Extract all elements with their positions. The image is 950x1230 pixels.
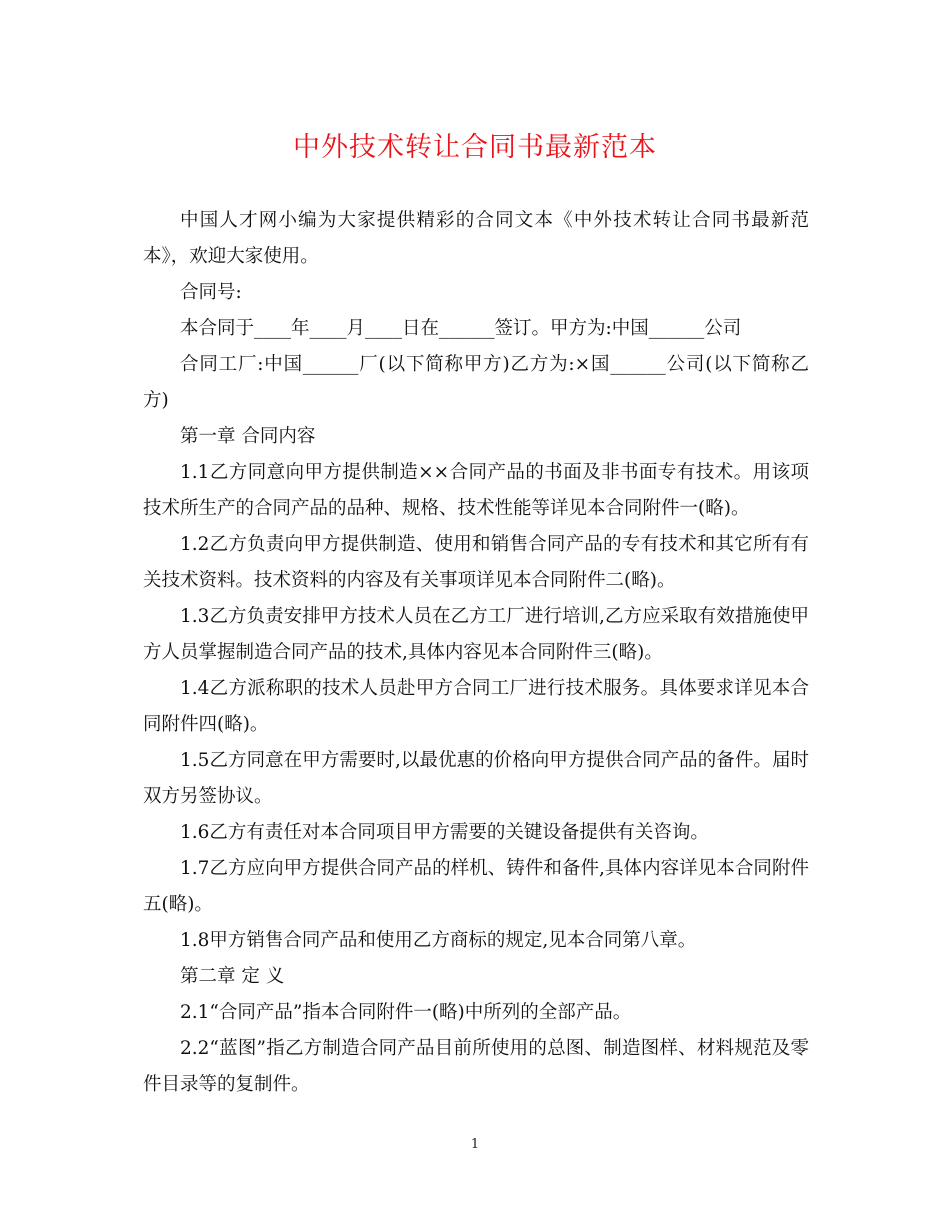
clause-1-5: 1.5乙方同意在甲方需要时,以最优惠的价格向甲方提供合同产品的备件。届时双方另签协议。 [143, 750, 809, 807]
clause-1-3: 1.3乙方负责安排甲方技术人员在乙方工厂进行培训,乙方应采取有效措施使甲方人员掌握制造合同产品的技术,具体内容见本合同附件三(略)。 [143, 606, 809, 663]
clause-2-1: 2.1“合同产品”指本合同附件一(略)中所列的全部产品。 [180, 1002, 632, 1023]
document-title: 中外技术转让合同书最新范本 [293, 132, 657, 163]
clause-1-4: 1.4乙方派称职的技术人员赴甲方合同工厂进行技术服务。具体要求详见本合同附件四(略)。 [143, 678, 809, 735]
clause-2-2: 2.2“蓝图”指乙方制造合同产品目前所使用的总图、制造图样、材料规范及零件目录等的复制件。 [143, 1038, 809, 1095]
clause-1-6: 1.6乙方有责任对本合同项目甲方需要的关键设备提供有关咨询。 [180, 822, 709, 843]
clause-1-1: 1.1乙方同意向甲方提供制造××合同产品的书面及非书面专有技术。用该项技术所生产的合同产品的品种、规格、技术性能等详见本合同附件一(略)。 [143, 462, 809, 519]
chapter-one-heading: 第一章 合同内容 [180, 426, 316, 447]
clause-1-2: 1.2乙方负责向甲方提供制造、使用和销售合同产品的专有技术和其它所有有关技术资料。技术资料的内容及有关事项详见本合同附件二(略)。 [143, 534, 809, 591]
parties-line: 合同工厂:中国______厂(以下简称甲方)乙方为:×国______公司(以下简称乙方) [143, 354, 809, 411]
page-number: 1 [470, 1137, 480, 1152]
clause-1-8: 1.8甲方销售合同产品和使用乙方商标的规定,见本合同第八章。 [180, 930, 697, 951]
clause-1-7: 1.7乙方应向甲方提供合同产品的样机、铸件和备件,具体内容详见本合同附件五(略)。 [143, 858, 809, 915]
document-body [143, 203, 809, 1103]
contract-number-line: 合同号: [180, 282, 242, 303]
intro-paragraph: 中国人才网小编为大家提供精彩的合同文本《中外技术转让合同书最新范本》，欢迎大家使用。 [143, 210, 809, 267]
chapter-two-heading: 第二章 定 义 [180, 966, 285, 987]
signing-line: 本合同于____年____月____日在______签订。甲方为:中国______公司 [180, 318, 742, 339]
